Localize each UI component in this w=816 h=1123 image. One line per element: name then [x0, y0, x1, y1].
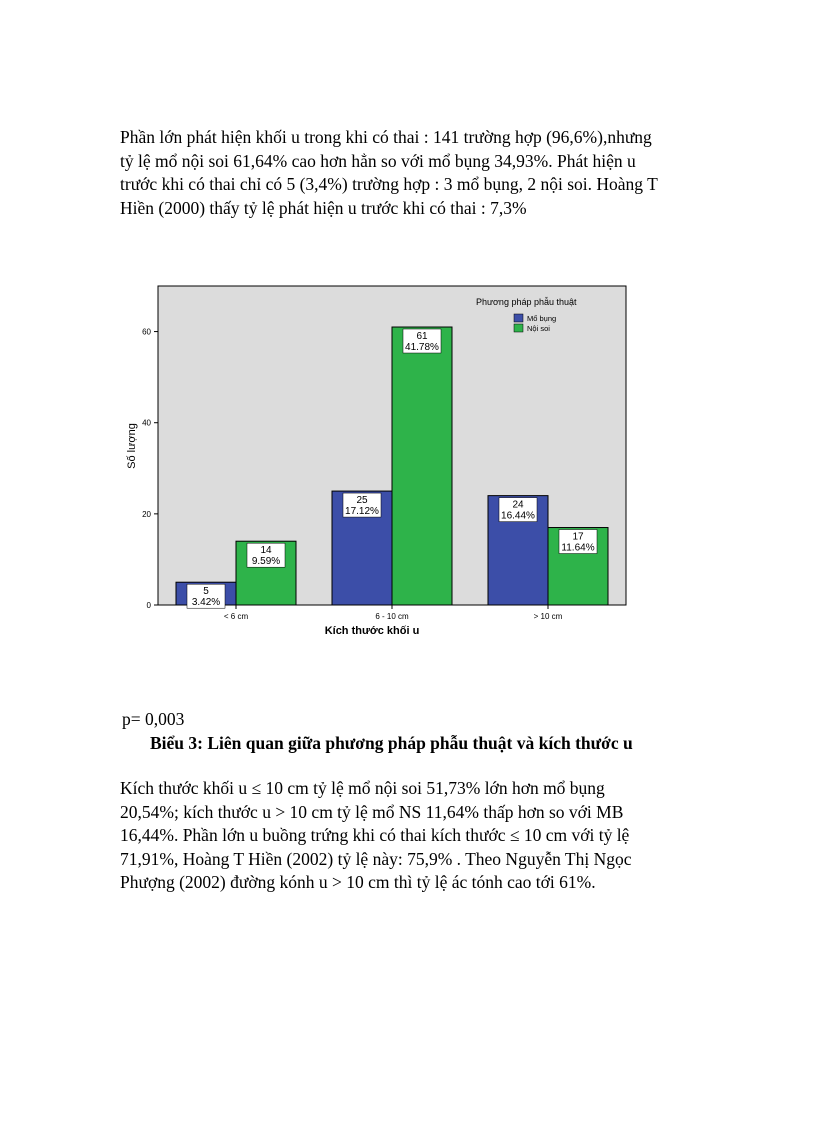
data-label-count: 61 — [416, 331, 428, 343]
text-line: Hiền (2000) thấy tỷ lệ phát hiện u trước khi có thai : 7,3% — [120, 197, 527, 218]
y-tick-label: 60 — [142, 327, 151, 337]
text-line: 71,91%, Hoàng T Hiền (2002) tỷ lệ này: 75,9% . Theo Nguyễn Thị Ngọc — [120, 848, 632, 869]
data-label-percent: 41.78% — [405, 342, 439, 354]
bar — [392, 327, 452, 605]
x-tick-label: < 6 cm — [223, 612, 249, 621]
data-label-percent: 16.44% — [501, 510, 535, 522]
text-line: Kích thước khối u ≤ 10 cm tỷ lệ mổ nội soi 51,73% lớn hơn mổ bụng — [120, 778, 605, 798]
bar-chart — [118, 280, 638, 640]
y-tick-label: 40 — [142, 418, 151, 428]
text-line: Phần lớn phát hiện khối u trong khi có thai : 141 trường hợp (96,6%),nhưng — [120, 127, 652, 147]
y-axis-label: Số lượng — [126, 423, 138, 469]
data-label-count: 14 — [260, 545, 272, 557]
y-tick-label: 20 — [142, 509, 151, 519]
text-line: 16,44%. Phần lớn u buồng trứng khi có thai kích thước ≤ 10 cm với tỷ lệ — [120, 825, 630, 845]
data-label-count: 17 — [572, 531, 584, 543]
x-axis-label: Kích thước khối u — [324, 625, 420, 637]
legend-swatch — [514, 314, 523, 322]
text-line: tỷ lệ mổ nội soi 61,64% cao hơn hẳn so với mổ bụng 34,93%. Phát hiện u — [120, 150, 636, 171]
paragraph-discussion — [120, 777, 700, 895]
data-label-percent: 17.12% — [345, 506, 379, 518]
text-line: Phượng (2002) đường kónh u > 10 cm thì tỷ lệ ác tónh cao tới 61%. — [120, 872, 596, 892]
data-label-percent: 11.64% — [561, 542, 595, 554]
text-line: 20,54%; kích thước u > 10 cm tỷ lệ mổ NS 11,64% thấp hơn so với MB — [120, 801, 624, 822]
data-label-count: 25 — [356, 495, 368, 507]
chart-caption: Biểu 3: Liên quan giữa phương pháp phẫu thuật và kích thước u — [150, 733, 633, 753]
y-tick-label: 0 — [146, 601, 151, 610]
data-label-percent: 9.59% — [251, 556, 281, 568]
legend-label: Nội soi — [527, 324, 550, 333]
legend-label: Mổ bụng — [527, 314, 557, 323]
x-tick-label: > 10 cm — [533, 612, 563, 621]
legend-title: Phương pháp phẫu thuật — [476, 297, 577, 307]
text-line: trước khi có thai chỉ có 5 (3,4%) trường hợp : 3 mổ bụng, 2 nội soi. Hoàng T — [120, 174, 658, 194]
p-value: p= 0,003 — [122, 709, 185, 729]
data-label-count: 5 — [203, 586, 209, 598]
data-label-percent: 3.42% — [191, 597, 221, 609]
legend-swatch — [514, 324, 523, 332]
paragraph-intro — [120, 126, 700, 220]
data-label-count: 24 — [512, 499, 524, 511]
x-tick-label: 6 - 10 cm — [375, 612, 409, 621]
